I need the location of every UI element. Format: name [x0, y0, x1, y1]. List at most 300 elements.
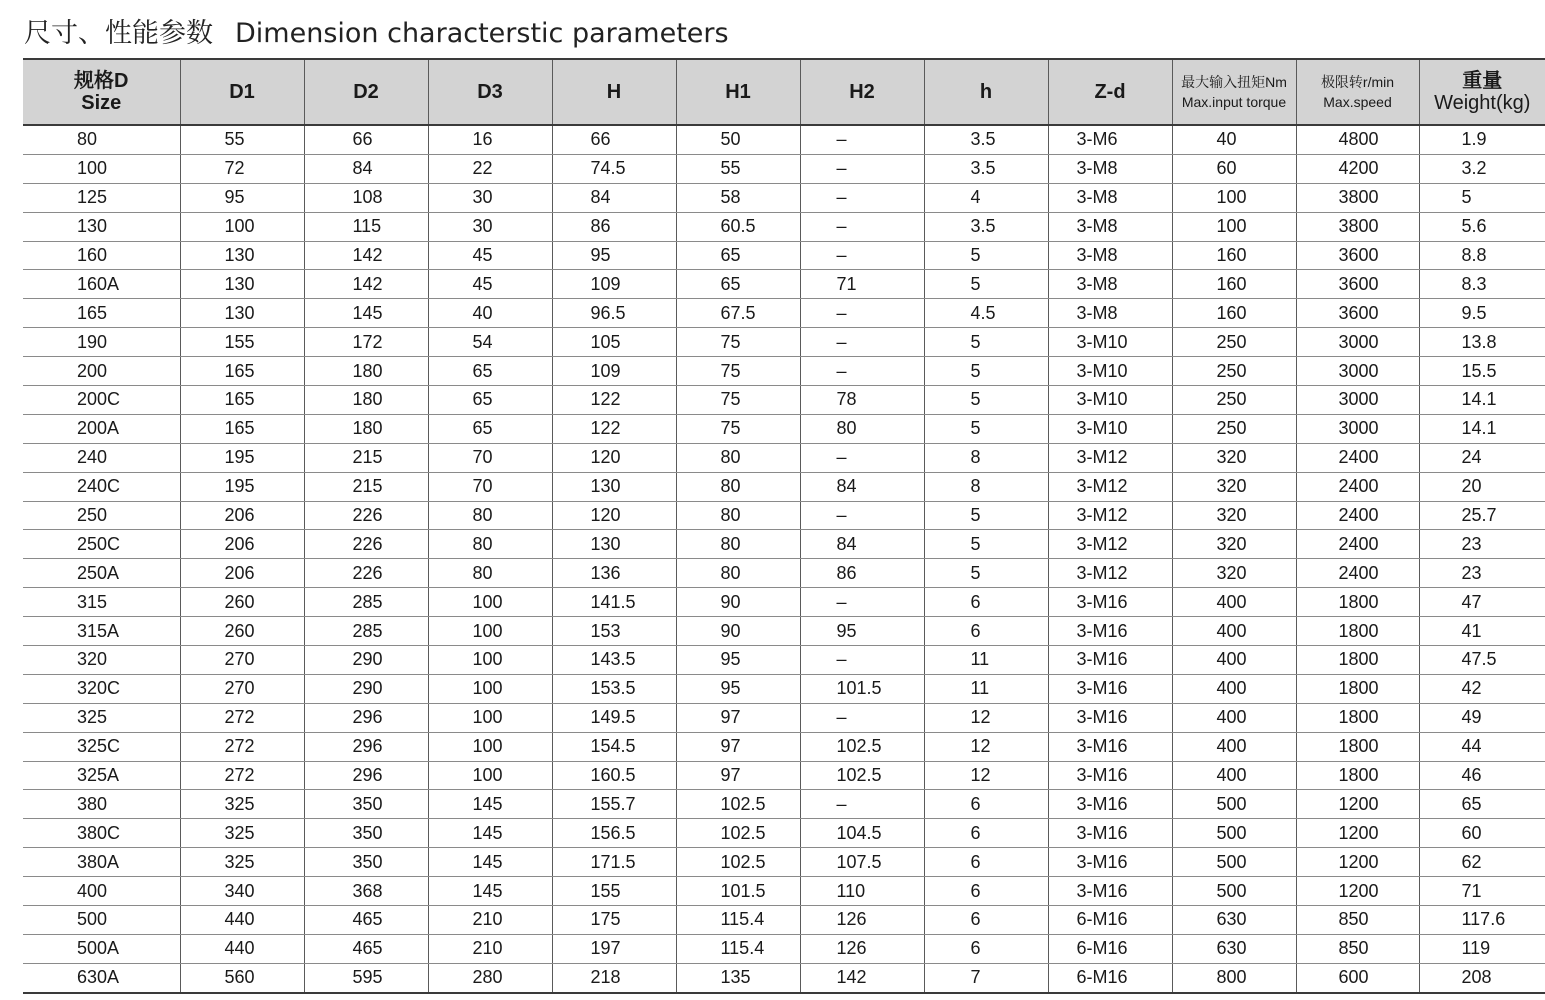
table-row	[23, 183, 1545, 212]
cell-H: 136	[552, 559, 676, 588]
cell-weight: 13.8	[1419, 328, 1545, 357]
cell-z-d: 3-M16	[1048, 848, 1172, 877]
cell-z-d: 3-M16	[1048, 761, 1172, 790]
cell-d3: 45	[428, 270, 552, 299]
cell-H: 149.5	[552, 703, 676, 732]
cell-d2: 226	[304, 559, 428, 588]
cell-H2: –	[800, 646, 924, 675]
cell-d2: 180	[304, 386, 428, 415]
cell-max-input-torque: 630	[1172, 906, 1296, 935]
cell-H: 175	[552, 906, 676, 935]
cell-H2: –	[800, 154, 924, 183]
cell-d2: 350	[304, 790, 428, 819]
header-d2: D2	[304, 59, 428, 125]
cell-H1: 50	[676, 125, 800, 154]
cell-h: 6	[924, 848, 1048, 877]
table-row	[23, 328, 1545, 357]
cell-z-d: 3-M16	[1048, 617, 1172, 646]
cell-size: 380	[23, 790, 180, 819]
cell-d2: 215	[304, 443, 428, 472]
cell-H1: 80	[676, 443, 800, 472]
cell-d2: 290	[304, 674, 428, 703]
table-row	[23, 443, 1545, 472]
cell-max-input-torque: 250	[1172, 414, 1296, 443]
title-chinese: 尺寸、性能参数	[24, 18, 213, 49]
cell-h: 8	[924, 472, 1048, 501]
cell-H2: –	[800, 703, 924, 732]
header-h: h	[924, 59, 1048, 125]
header-size-en: Size	[81, 92, 122, 114]
cell-H2: 101.5	[800, 674, 924, 703]
cell-h: 5	[924, 386, 1048, 415]
cell-max-speed: 850	[1296, 934, 1419, 963]
cell-H: 130	[552, 530, 676, 559]
cell-H: 141.5	[552, 588, 676, 617]
cell-d1: 100	[180, 212, 304, 241]
cell-d3: 80	[428, 530, 552, 559]
cell-H2: –	[800, 183, 924, 212]
header-z-d: Z-d	[1048, 59, 1172, 125]
cell-size: 400	[23, 877, 180, 906]
cell-max-speed: 1200	[1296, 848, 1419, 877]
cell-H1: 65	[676, 241, 800, 270]
cell-H2: –	[800, 501, 924, 530]
cell-d3: 100	[428, 646, 552, 675]
cell-size: 160	[23, 241, 180, 270]
cell-H2: –	[800, 588, 924, 617]
cell-d2: 296	[304, 761, 428, 790]
cell-d1: 270	[180, 646, 304, 675]
cell-d1: 206	[180, 559, 304, 588]
cell-max-input-torque: 250	[1172, 357, 1296, 386]
cell-max-input-torque: 160	[1172, 241, 1296, 270]
cell-max-input-torque: 400	[1172, 703, 1296, 732]
cell-max-input-torque: 400	[1172, 646, 1296, 675]
cell-z-d: 3-M16	[1048, 819, 1172, 848]
cell-weight: 20	[1419, 472, 1545, 501]
cell-H2: 126	[800, 906, 924, 935]
cell-max-input-torque: 100	[1172, 183, 1296, 212]
cell-d1: 325	[180, 790, 304, 819]
cell-d1: 340	[180, 877, 304, 906]
cell-weight: 65	[1419, 790, 1545, 819]
cell-max-speed: 2400	[1296, 472, 1419, 501]
cell-d1: 206	[180, 501, 304, 530]
cell-d1: 325	[180, 819, 304, 848]
cell-z-d: 3-M8	[1048, 212, 1172, 241]
dimension-table	[23, 58, 1545, 994]
cell-H2: 102.5	[800, 761, 924, 790]
cell-d1: 260	[180, 617, 304, 646]
cell-z-d: 3-M16	[1048, 790, 1172, 819]
cell-H: 95	[552, 241, 676, 270]
table-row	[23, 212, 1545, 241]
table-row	[23, 906, 1545, 935]
cell-d2: 226	[304, 530, 428, 559]
cell-h: 5	[924, 328, 1048, 357]
table-row	[23, 472, 1545, 501]
cell-max-speed: 4200	[1296, 154, 1419, 183]
cell-z-d: 6-M16	[1048, 963, 1172, 992]
cell-H1: 75	[676, 328, 800, 357]
cell-H: 218	[552, 963, 676, 992]
cell-d3: 100	[428, 703, 552, 732]
cell-max-input-torque: 100	[1172, 212, 1296, 241]
cell-H2: 86	[800, 559, 924, 588]
table-row	[23, 674, 1545, 703]
cell-size: 325A	[23, 761, 180, 790]
cell-H: 109	[552, 357, 676, 386]
cell-H2: 104.5	[800, 819, 924, 848]
cell-max-input-torque: 320	[1172, 443, 1296, 472]
cell-size: 325	[23, 703, 180, 732]
cell-h: 4	[924, 183, 1048, 212]
cell-H2: 84	[800, 530, 924, 559]
cell-size: 240C	[23, 472, 180, 501]
cell-d3: 145	[428, 848, 552, 877]
cell-H1: 58	[676, 183, 800, 212]
cell-d2: 296	[304, 703, 428, 732]
cell-size: 200C	[23, 386, 180, 415]
header-speed-en: Max.speed	[1323, 94, 1392, 110]
cell-weight: 208	[1419, 963, 1545, 992]
cell-H: 155.7	[552, 790, 676, 819]
cell-z-d: 6-M16	[1048, 906, 1172, 935]
cell-h: 3.5	[924, 125, 1048, 154]
cell-max-speed: 2400	[1296, 501, 1419, 530]
cell-size: 320C	[23, 674, 180, 703]
cell-d3: 65	[428, 414, 552, 443]
cell-size: 165	[23, 299, 180, 328]
cell-max-input-torque: 630	[1172, 934, 1296, 963]
cell-H1: 115.4	[676, 934, 800, 963]
cell-z-d: 3-M12	[1048, 472, 1172, 501]
cell-H2: 102.5	[800, 732, 924, 761]
cell-z-d: 3-M16	[1048, 703, 1172, 732]
cell-max-speed: 600	[1296, 963, 1419, 992]
cell-max-input-torque: 500	[1172, 877, 1296, 906]
cell-d2: 465	[304, 906, 428, 935]
cell-max-speed: 1800	[1296, 617, 1419, 646]
cell-h: 5	[924, 530, 1048, 559]
cell-max-speed: 1800	[1296, 732, 1419, 761]
cell-H1: 67.5	[676, 299, 800, 328]
cell-d2: 84	[304, 154, 428, 183]
cell-d2: 465	[304, 934, 428, 963]
cell-H2: –	[800, 790, 924, 819]
cell-d1: 155	[180, 328, 304, 357]
cell-weight: 1.9	[1419, 125, 1545, 154]
cell-H: 155	[552, 877, 676, 906]
cell-H1: 90	[676, 617, 800, 646]
cell-weight: 44	[1419, 732, 1545, 761]
cell-H1: 80	[676, 530, 800, 559]
table-body	[23, 125, 1545, 993]
table-row	[23, 386, 1545, 415]
cell-d2: 285	[304, 617, 428, 646]
cell-d2: 142	[304, 241, 428, 270]
cell-size: 240	[23, 443, 180, 472]
cell-weight: 46	[1419, 761, 1545, 790]
cell-z-d: 3-M12	[1048, 559, 1172, 588]
header-max-speed	[1296, 59, 1419, 125]
cell-h: 11	[924, 646, 1048, 675]
cell-H2: 107.5	[800, 848, 924, 877]
header-weight-en: Weight(kg)	[1434, 92, 1531, 114]
cell-weight: 25.7	[1419, 501, 1545, 530]
cell-max-input-torque: 400	[1172, 617, 1296, 646]
cell-d2: 66	[304, 125, 428, 154]
cell-H: 153.5	[552, 674, 676, 703]
cell-h: 6	[924, 588, 1048, 617]
cell-H1: 97	[676, 732, 800, 761]
cell-z-d: 3-M10	[1048, 386, 1172, 415]
cell-H1: 97	[676, 761, 800, 790]
cell-size: 160A	[23, 270, 180, 299]
cell-d1: 440	[180, 934, 304, 963]
cell-d3: 280	[428, 963, 552, 992]
table-row	[23, 934, 1545, 963]
cell-max-speed: 1800	[1296, 674, 1419, 703]
table-row	[23, 501, 1545, 530]
cell-h: 12	[924, 703, 1048, 732]
cell-h: 5	[924, 270, 1048, 299]
cell-d3: 65	[428, 357, 552, 386]
cell-d1: 130	[180, 241, 304, 270]
cell-d1: 195	[180, 443, 304, 472]
cell-d1: 440	[180, 906, 304, 935]
cell-d1: 272	[180, 732, 304, 761]
cell-d3: 100	[428, 617, 552, 646]
cell-size: 315	[23, 588, 180, 617]
cell-h: 4.5	[924, 299, 1048, 328]
header-weight-cn: 重量	[1462, 70, 1503, 92]
page-title	[24, 14, 729, 54]
cell-z-d: 3-M8	[1048, 270, 1172, 299]
cell-max-speed: 1200	[1296, 819, 1419, 848]
cell-z-d: 3-M8	[1048, 299, 1172, 328]
cell-d3: 210	[428, 906, 552, 935]
cell-weight: 9.5	[1419, 299, 1545, 328]
cell-weight: 42	[1419, 674, 1545, 703]
cell-H: 171.5	[552, 848, 676, 877]
cell-max-input-torque: 160	[1172, 270, 1296, 299]
cell-d3: 30	[428, 212, 552, 241]
cell-h: 6	[924, 819, 1048, 848]
cell-d2: 108	[304, 183, 428, 212]
cell-h: 6	[924, 934, 1048, 963]
cell-z-d: 3-M12	[1048, 501, 1172, 530]
table-row	[23, 530, 1545, 559]
cell-H2: 71	[800, 270, 924, 299]
cell-max-input-torque: 320	[1172, 501, 1296, 530]
table-row	[23, 154, 1545, 183]
cell-H: 197	[552, 934, 676, 963]
cell-H2: –	[800, 357, 924, 386]
cell-d3: 80	[428, 559, 552, 588]
cell-d3: 40	[428, 299, 552, 328]
cell-max-input-torque: 320	[1172, 530, 1296, 559]
cell-d2: 226	[304, 501, 428, 530]
header-H1: H1	[676, 59, 800, 125]
cell-max-input-torque: 400	[1172, 588, 1296, 617]
cell-H: 109	[552, 270, 676, 299]
header-size	[23, 59, 180, 125]
cell-z-d: 3-M16	[1048, 674, 1172, 703]
cell-z-d: 3-M10	[1048, 414, 1172, 443]
cell-h: 12	[924, 761, 1048, 790]
cell-H1: 65	[676, 270, 800, 299]
table-row	[23, 963, 1545, 992]
cell-max-speed: 3600	[1296, 270, 1419, 299]
cell-H: 66	[552, 125, 676, 154]
cell-d2: 180	[304, 357, 428, 386]
table-row	[23, 357, 1545, 386]
header-d3: D3	[428, 59, 552, 125]
cell-h: 6	[924, 790, 1048, 819]
cell-z-d: 3-M12	[1048, 530, 1172, 559]
cell-H2: 110	[800, 877, 924, 906]
cell-H: 156.5	[552, 819, 676, 848]
cell-size: 250A	[23, 559, 180, 588]
cell-weight: 8.3	[1419, 270, 1545, 299]
cell-weight: 60	[1419, 819, 1545, 848]
cell-d1: 270	[180, 674, 304, 703]
cell-H2: –	[800, 299, 924, 328]
cell-weight: 47.5	[1419, 646, 1545, 675]
table-row	[23, 241, 1545, 270]
cell-d2: 180	[304, 414, 428, 443]
cell-size: 200A	[23, 414, 180, 443]
cell-z-d: 6-M16	[1048, 934, 1172, 963]
cell-d1: 272	[180, 761, 304, 790]
cell-d1: 165	[180, 357, 304, 386]
cell-d1: 272	[180, 703, 304, 732]
cell-size: 500	[23, 906, 180, 935]
header-d1: D1	[180, 59, 304, 125]
cell-h: 7	[924, 963, 1048, 992]
table-row	[23, 732, 1545, 761]
cell-size: 80	[23, 125, 180, 154]
cell-z-d: 3-M16	[1048, 646, 1172, 675]
cell-z-d: 3-M12	[1048, 443, 1172, 472]
cell-size: 130	[23, 212, 180, 241]
cell-d1: 165	[180, 414, 304, 443]
cell-d3: 70	[428, 443, 552, 472]
cell-H: 84	[552, 183, 676, 212]
cell-max-input-torque: 40	[1172, 125, 1296, 154]
cell-d2: 215	[304, 472, 428, 501]
cell-weight: 24	[1419, 443, 1545, 472]
cell-H1: 80	[676, 501, 800, 530]
cell-H2: –	[800, 328, 924, 357]
cell-max-input-torque: 250	[1172, 328, 1296, 357]
cell-H: 96.5	[552, 299, 676, 328]
cell-weight: 71	[1419, 877, 1545, 906]
cell-weight: 15.5	[1419, 357, 1545, 386]
cell-max-speed: 1800	[1296, 703, 1419, 732]
cell-d2: 115	[304, 212, 428, 241]
cell-H: 130	[552, 472, 676, 501]
header-H: H	[552, 59, 676, 125]
cell-d1: 206	[180, 530, 304, 559]
cell-size: 190	[23, 328, 180, 357]
cell-max-speed: 3000	[1296, 328, 1419, 357]
cell-max-speed: 3000	[1296, 414, 1419, 443]
cell-max-input-torque: 250	[1172, 386, 1296, 415]
cell-max-speed: 1200	[1296, 877, 1419, 906]
cell-weight: 14.1	[1419, 386, 1545, 415]
cell-H: 160.5	[552, 761, 676, 790]
cell-weight: 119	[1419, 934, 1545, 963]
cell-d3: 210	[428, 934, 552, 963]
cell-d3: 54	[428, 328, 552, 357]
cell-H: 143.5	[552, 646, 676, 675]
cell-d1: 130	[180, 299, 304, 328]
cell-H1: 102.5	[676, 848, 800, 877]
header-torque-en: Max.input torque	[1181, 94, 1287, 110]
cell-d3: 80	[428, 501, 552, 530]
header-size-cn: 规格D	[74, 70, 129, 92]
cell-H1: 80	[676, 472, 800, 501]
cell-H1: 135	[676, 963, 800, 992]
table-row	[23, 877, 1545, 906]
cell-H: 86	[552, 212, 676, 241]
cell-d1: 195	[180, 472, 304, 501]
cell-d1: 95	[180, 183, 304, 212]
cell-z-d: 3-M16	[1048, 877, 1172, 906]
cell-z-d: 3-M16	[1048, 732, 1172, 761]
cell-d2: 285	[304, 588, 428, 617]
cell-weight: 3.2	[1419, 154, 1545, 183]
cell-weight: 62	[1419, 848, 1545, 877]
table-row	[23, 790, 1545, 819]
cell-d3: 100	[428, 588, 552, 617]
cell-d3: 16	[428, 125, 552, 154]
cell-size: 125	[23, 183, 180, 212]
cell-h: 3.5	[924, 154, 1048, 183]
cell-d3: 145	[428, 877, 552, 906]
cell-d2: 145	[304, 299, 428, 328]
cell-d1: 325	[180, 848, 304, 877]
cell-weight: 23	[1419, 530, 1545, 559]
cell-weight: 5.6	[1419, 212, 1545, 241]
cell-H1: 95	[676, 674, 800, 703]
cell-H1: 95	[676, 646, 800, 675]
cell-H: 120	[552, 501, 676, 530]
cell-H1: 75	[676, 357, 800, 386]
cell-H2: –	[800, 125, 924, 154]
cell-H2: 84	[800, 472, 924, 501]
cell-max-speed: 2400	[1296, 443, 1419, 472]
cell-z-d: 3-M16	[1048, 588, 1172, 617]
table-row	[23, 588, 1545, 617]
cell-d3: 22	[428, 154, 552, 183]
cell-z-d: 3-M10	[1048, 328, 1172, 357]
cell-max-speed: 3000	[1296, 357, 1419, 386]
cell-h: 5	[924, 559, 1048, 588]
cell-weight: 41	[1419, 617, 1545, 646]
cell-H: 153	[552, 617, 676, 646]
cell-max-speed: 1800	[1296, 588, 1419, 617]
header-weight	[1419, 59, 1545, 125]
cell-H1: 80	[676, 559, 800, 588]
cell-max-input-torque: 320	[1172, 472, 1296, 501]
cell-size: 100	[23, 154, 180, 183]
cell-max-input-torque: 500	[1172, 819, 1296, 848]
cell-weight: 5	[1419, 183, 1545, 212]
cell-h: 5	[924, 357, 1048, 386]
